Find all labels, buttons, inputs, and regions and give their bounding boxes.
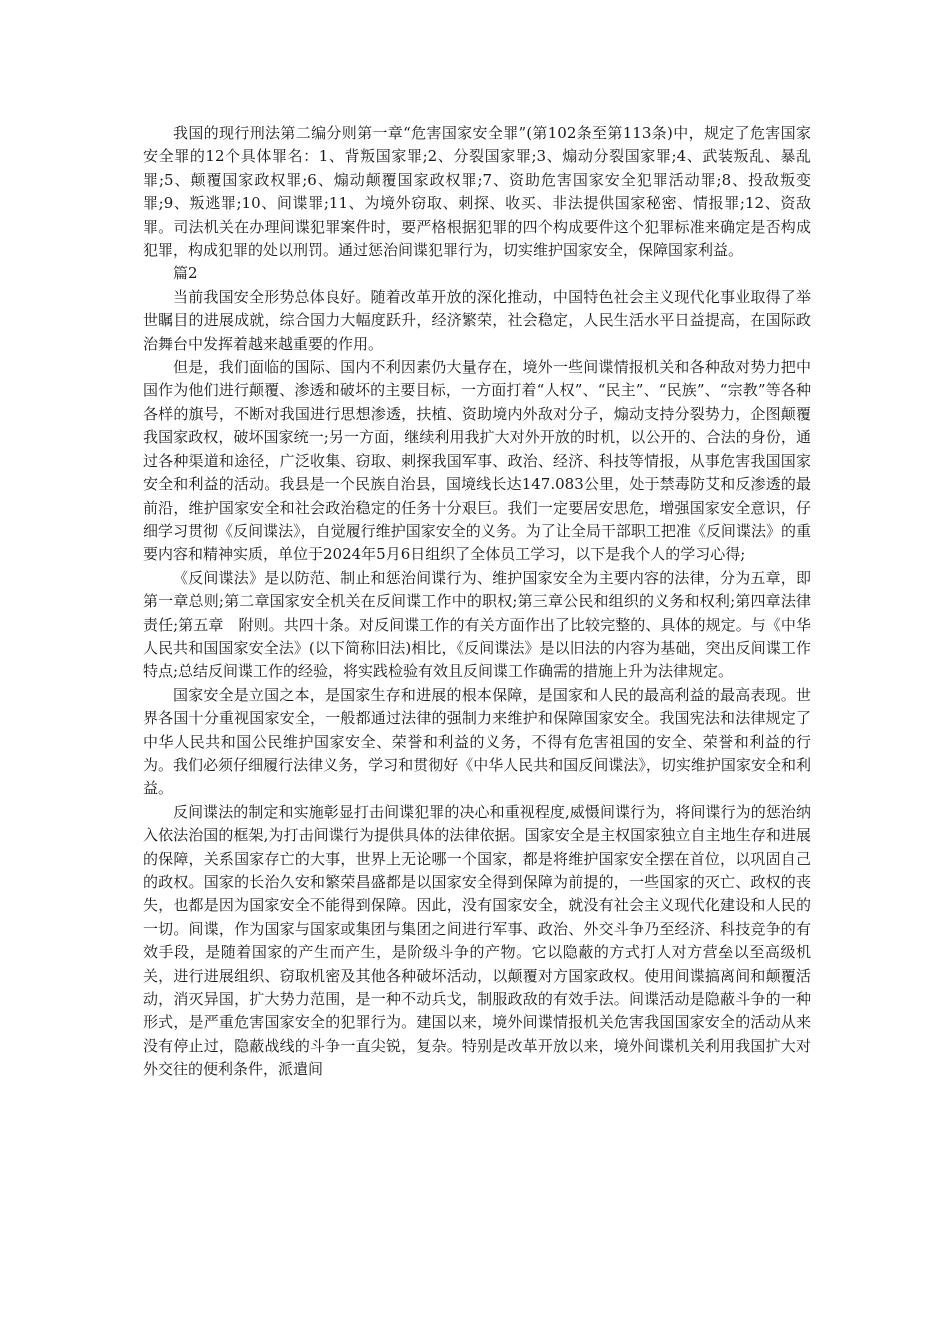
paragraph-espionage-law: 反间谍法的制定和实施彰显打击间谍犯罪的决心和重视程度,威慑间谍行为，将间谍行为的惩治纳入依法治国的框架,为打击间谍行为提供具体的法律依据。国家安全是主权国家独立自主地生存和进展的保障，关系国家存亡的大事，世界上无论哪一个国家，都是将维护国家安全摆在首位，以巩固自己的政权。国家的长治久安和繁荣昌盛都是以国家安全得到保障为前提的，一些国家的灭亡、政权的丧失，也都是因为国家安全不能得到保障。因此，没有国家安全，就没有社会主义现代化建设和人民的一切。间谍，作为国家与国家或集团与集团之间进行军事、政治、外交斗争乃至经济、科技竞争的有效手段，是随着国家的产生而产生，是阶级斗争的产物。它以隐蔽的方式打人对方营垒以至高级机关，进行进展组织、窃取机密及其他各种破坏活动，以颠覆对方国家政权。使用间谍搞离间和颠覆活动，消灭异国，扩大势力范围，是一种不动兵戈，制服政敌的有效手法。间谍活动是隐蔽斗争的一种形式，是严重危害国家安全的犯罪行为。建国以来，境外间谍情报机关危害我国国家安全的活动从来没有停止过，隐蔽战线的斗争一直尖锐，复杂。特别是改革开放以来，境外间谍机关利用我国扩大对外交往的便利条件，派遣间 bbox=[143, 802, 811, 1079]
section-heading-pian2: 篇2 bbox=[173, 264, 198, 283]
document-body bbox=[143, 122, 811, 1082]
paragraph-unfavorable-factors: 但是，我们面临的国际、国内不利因素仍大量存在，境外一些间谍情报机关和各种敌对势力把中国作为他们进行颠覆、渗透和破坏的主要目标，一方面打着“人权”、“民主”、“民族”、“宗教”等各种各样的旗号，不断对我国进行思想渗透，扶植、资助境内外敌对分子，煽动支持分裂势力，企图颠覆我国家政权，破坏国家统一;另一方面，继续利用我扩大对外开放的时机，以公开的、合法的身份，通过各种渠道和途径，广泛收集、窃取、刺探我国军事、政治、经济、科技等情报，从事危害我国国家安全和利益的活动。我县是一个民族自治县，国境线长达147.083公里，处于禁毒防艾和反渗透的最前沿，维护国家安全和社会政治稳定的任务十分艰巨。我们一定要居安思危，增强国家安全意识，仔细学习贯彻《反间谍法》，自觉履行维护国家安全的义务。为了让全局干部职工把准《反间谍法》的重要内容和精神实质，单位于2024年5月6日组织了全体员工学习，以下是我个人的学习心得; bbox=[143, 358, 811, 564]
paragraph-security-situation: 当前我国安全形势总体良好。随着改革开放的深化推动，中国特色社会主义现代化事业取得了举世瞩目的进展成就，综合国力大幅度跃升，经济繁荣，社会稳定，人民生活水平日益提高，在国际政治舞台中发挥着越来越重要的作用。 bbox=[143, 287, 811, 353]
paragraph-law-structure: 《反间谍法》是以防范、制止和惩治间谍行为、维护国家安全为主要内容的法律，分为五章，即第一章总则;第二章国家安全机关在反间谍工作中的职权;第三章公民和组织的义务和权利;第四章法律责任;第五章 附则。共四十条。对反间谍工作的有关方面作出了比较完整的、具体的规定。与《中华人民共和国国家安全法》(以下简称旧法)相比，《反间谍法》是以旧法的内容为基础，突出反间谍工作特点;总结反间谍工作的经验，将实践检验有效且反间谍工作确需的措施上升为法律规定。 bbox=[143, 568, 811, 681]
paragraph-national-security: 国家安全是立国之本，是国家生存和进展的根本保障，是国家和人民的最高利益的最高表现。世界各国十分重视国家安全，一般都通过法律的强制力来维护和保障国家安全。我国宪法和法律规定了中华人民共和国公民维护国家安全、荣誉和利益的义务，不得有危害祖国的安全、荣誉和利益的行为。我们必须仔细履行法律义务，学习和贯彻好《中华人民共和国反间谍法》，切实维护国家安全和利益。 bbox=[143, 685, 811, 798]
paragraph-crime-list: 我国的现行刑法第二编分则第一章“危害国家安全罪”(第102条至第113条)中，规定了危害国家安全罪的12个具体罪名：1、背叛国家罪;2、分裂国家罪;3、煽动分裂国家罪;4、武装叛乱、暴乱罪;5、颠覆国家政权罪;6、煽动颠覆国家政权罪;7、资助危害国家安全犯罪活动罪;8、投敌叛变罪;9、叛逃罪;10、间谍罪;11、为境外窃取、刺探、收买、非法提供国家秘密、情报罪;12、资敌罪。司法机关在办理间谍犯罪案件时，要严格根据犯罪的四个构成要件这个犯罪标准来确定是否构成犯罪，构成犯罪的处以刑罚。通过惩治间谍犯罪行为，切实维护国家安全，保障国家利益。 bbox=[143, 124, 811, 260]
